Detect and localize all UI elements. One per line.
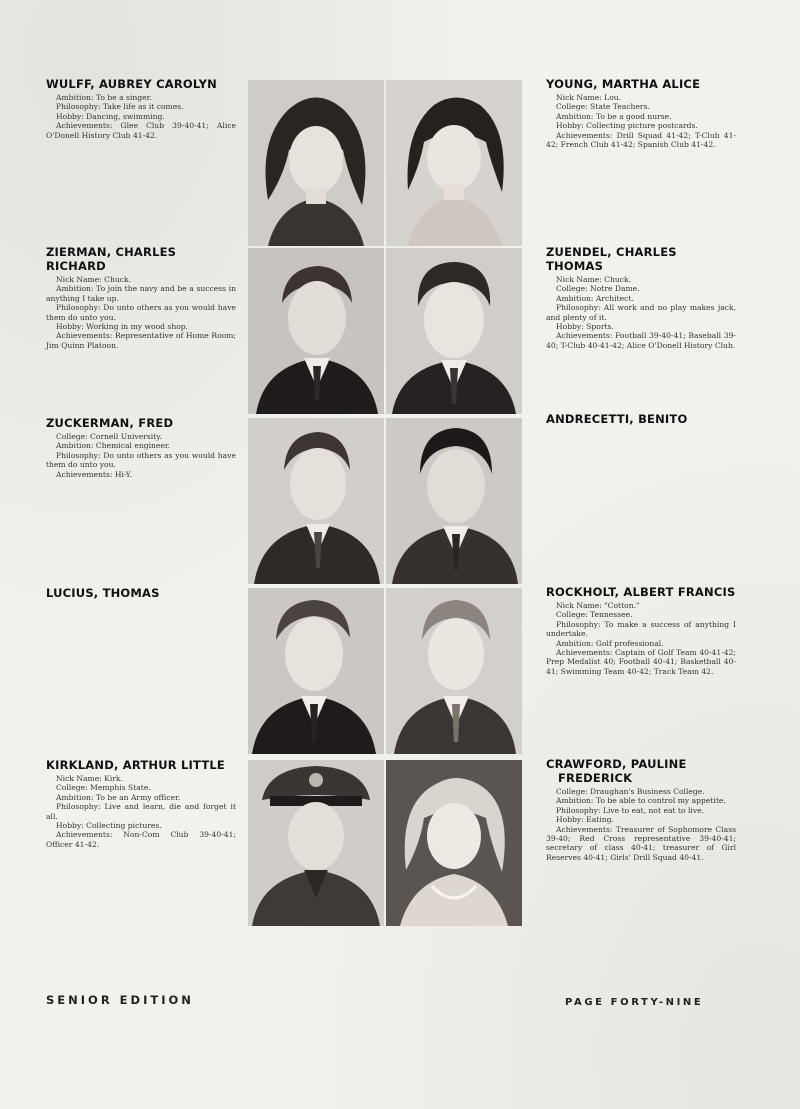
bio-line: Nick Name: Lou. [556,93,622,102]
entry-wulff [46,77,236,140]
bio-line: Achievements: Representative of Home Room; Jim Quinn Platoon. [46,331,236,350]
portrait-photo-young [386,80,522,246]
entry-zuendel [546,245,736,350]
entry-zierman [46,245,236,350]
bio-line: Philosophy: Do unto others as you would have them do unto you. [46,303,236,322]
bio-line: Philosophy: All work and no play makes jack, and plenty of it. [546,303,736,322]
portrait-photo-zuckerman [248,418,384,584]
student-name: ROCKHOLT, ALBERT FRANCIS [546,585,736,599]
page-number-footer: PAGE FORTY-NINE [565,997,704,1008]
student-name: ZIERMAN, CHARLES RICHARD [46,245,177,273]
bio-line: Ambition: To join the navy and be a success in anything I take up. [46,284,236,303]
entry-andrecetti [546,412,736,426]
bio-line: College: Tennessee. [556,610,633,620]
bio-line: Ambition: To be a good nurse. [556,111,672,121]
student-name: LUCIUS, THOMAS [46,586,160,600]
student-name: ZUENDEL, CHARLES THOMAS [546,245,677,273]
portrait-photo-lucius [248,588,384,754]
bio-line: Ambition: Architect. [556,293,634,303]
bio-line: Nick Name: "Cotton." [556,601,640,610]
bio-line: Achievements: Drill Squad 41-42; T-Club 41-42; French Club 41-42; Spanish Club 41-42. [546,130,736,150]
bio-line: College: Cornell University. [56,432,162,441]
bio-line: College: Notre Dame. [556,284,640,294]
portrait-photo-zuendel [386,248,522,414]
portrait-photo-crawford [386,760,522,926]
bio-line: Philosophy: To make a success of anything I undertake. [546,619,736,639]
bio-line: College: Memphis State. [56,783,151,793]
bio-line: Philosophy: Live and learn, die and forget it all. [46,802,236,821]
student-name-continuation: FREDERICK [558,771,633,785]
entry-crawford [546,757,736,862]
student-name: ZUCKERMAN, FRED [46,416,174,430]
bio-line: Philosophy: Take life as it comes. [56,102,184,112]
bio-line: Nick Name: Kirk. [56,774,123,783]
bio-line: Achievements: Football 39-40-41; Baseball 39-40; T-Club 40-41-42; Alice O'Donell History Club. [546,331,736,350]
student-name: ANDRECETTI, BENITO [546,412,688,426]
bio-line: Achievements: Captain of Golf Team 40-41-42; Prep Medalist 40; Football 40-41; Basketball 40-41; Swimming Team 40-42; Track Team 42. [546,648,736,676]
bio-line: Ambition: Chemical engineer. [56,441,171,451]
bio-line: Achievements: Glee Club 39-40-41; Alice O'Donell History Club 41-42. [46,121,236,140]
student-name: YOUNG, MARTHA ALICE [546,77,701,91]
bio-line: Hobby: Eating. [556,815,614,825]
bio-line: Hobby: Collecting pictures. [56,821,162,831]
bio-line: Nick Name: Chuck. [556,275,632,284]
student-name [546,757,736,785]
bio-line: College: Draughan's Business College. [556,787,705,796]
student-name-first-line: CRAWFORD, PAULINE [546,757,687,771]
bio-line: Ambition: To be a singer. [56,93,152,102]
entry-zuckerman [46,416,236,479]
bio-line: Hobby: Collecting picture postcards. [556,121,698,131]
entry-lucius [46,586,236,600]
edition-footer: SENIOR EDITION [46,993,194,1007]
entry-rockholt [546,585,736,676]
entry-young [546,77,736,149]
bio-line: Hobby: Working in my wood shop. [56,322,189,332]
bio-line: Ambition: Golf professional. [556,638,664,648]
entry-kirkland [46,758,236,849]
portrait-photo-rockholt [386,588,522,754]
bio-line: Ambition: To be an Army officer. [56,792,181,802]
bio-line: Hobby: Sports. [556,322,614,332]
bio-line: Achievements: Non-Com Club 39-40-41; Officer 41-42. [46,830,236,849]
portrait-photo-zierman [248,248,384,414]
bio-line: Ambition: To be able to control my appetite. [556,796,726,806]
bio-line: Nick Name: Chuck. [56,275,132,284]
portrait-photo-wulff [248,80,384,246]
bio-line: Hobby: Dancing, swimming. [56,111,165,121]
student-name: WULFF, AUBREY CAROLYN [46,77,217,91]
bio-line: Philosophy: Live to eat, not eat to live. [556,805,705,815]
bio-line: College: State Teachers. [556,102,650,112]
bio-line: Achievements: Hi-Y. [56,469,133,479]
portrait-photo-andrecetti [386,418,522,584]
portrait-photo-kirkland [248,760,384,926]
student-name: KIRKLAND, ARTHUR LITTLE [46,758,225,772]
bio-line: Philosophy: Do unto others as you would have them do unto you. [46,450,236,470]
bio-line: Achievements: Treasurer of Sophomore Class 39-40; Red Cross representative 39-40-41; secretary of class 40-41; treasurer of Girl Reserves 40-41; Girls' Drill Squad 40-41. [546,824,736,862]
